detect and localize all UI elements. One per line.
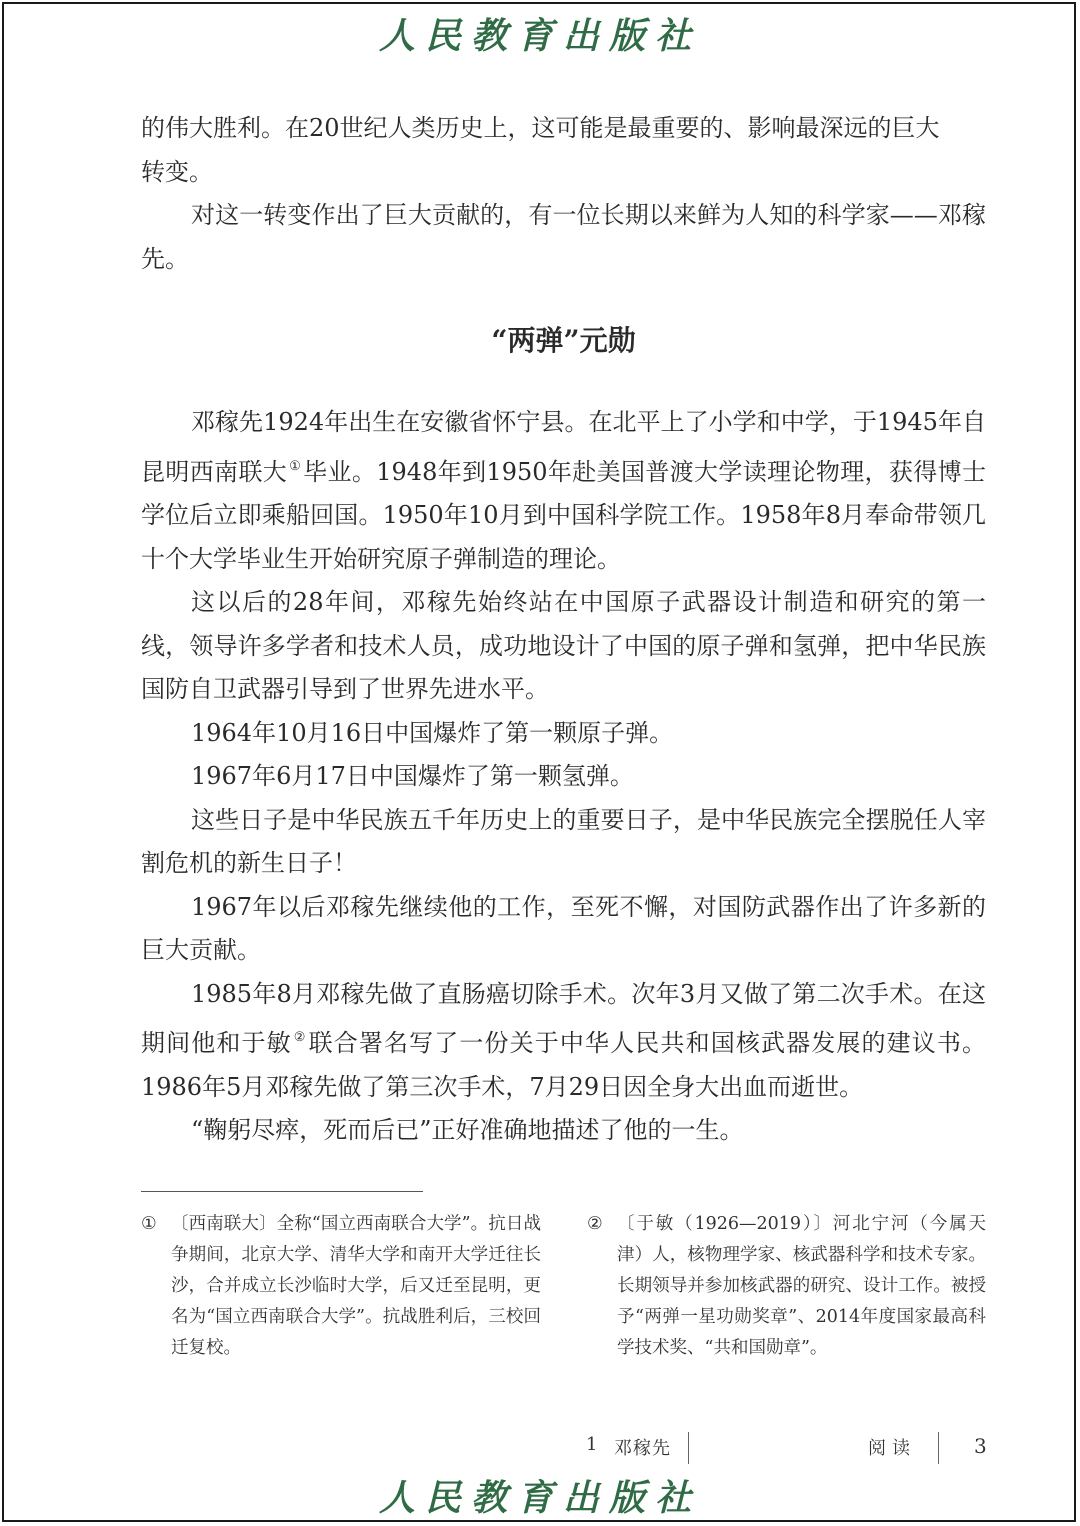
- paragraph-3: [141, 401, 986, 581]
- footnote-1: [141, 1209, 541, 1364]
- chapter-number: 1: [586, 1434, 598, 1455]
- paragraph-3-part-a: 邓稼先1924年出生在安徽省怀宁县。在北平上了小学和中学，于1945年自昆明西南联大: [141, 408, 986, 486]
- paragraph-9-part-b: 联合署名写了一份关于中华人民共和国核武器发展的建议书。1986年5月邓稼先做了第三次手术，7月29日因全身大出血而逝世。: [141, 1029, 987, 1101]
- footnote-ref-2[interactable]: ②: [293, 1030, 307, 1045]
- publisher-logo-top: 人民教育出版社: [378, 15, 701, 57]
- footnote-2-mark: ②: [587, 1214, 603, 1234]
- footnote-1-mark: ①: [141, 1214, 157, 1234]
- paragraph-1-line-1: 的伟大胜利。在20世纪人类历史上，这可能是最重要的、影响最深远的巨大: [141, 114, 940, 142]
- paragraph-10: “鞠躬尽瘁，死而后已”正好准确地描述了他的一生。: [191, 1116, 744, 1144]
- section-title: “两弹”元勋: [491, 324, 636, 357]
- paragraph-1-line-2: 转变。: [141, 157, 213, 186]
- footnote-2-text: 〔于敏（1926—2019）〕河北宁河（今属天津）人，核物理学家、核武器科学和技术专家。长期领导并参加核武器的研究、设计工作。被授予“两弹一星功勋奖章”、2014年度国家最高科学技术奖、“共和国勋章”。: [617, 1214, 986, 1358]
- paragraph-8: 1967年以后邓稼先继续他的工作，至死不懈，对国防武器作出了许多新的巨大贡献。: [141, 892, 986, 964]
- footnote-1-text: 〔西南联大〕全称“国立西南联合大学”。抗日战争期间，北京大学、清华大学和南开大学迁往长沙，合并成立长沙临时大学，后又迁至昆明，更名为“国立西南联合大学”。抗战胜利后，三校回迁复校。: [171, 1214, 541, 1358]
- footer-divider: [938, 1432, 939, 1464]
- paragraph-1: [141, 107, 986, 194]
- publisher-logo-bottom: 人民教育出版社: [378, 1477, 701, 1519]
- paragraph-9: [141, 973, 986, 1110]
- chapter-title: 邓稼先: [614, 1438, 671, 1459]
- footnote-2: [587, 1209, 986, 1364]
- main-text: [141, 107, 986, 1153]
- section-name: 阅读: [868, 1438, 916, 1459]
- paragraph-3-part-b: 毕业。1948年到1950年赴美国普渡大学读理论物理，获得博士学位后立即乘船回国。1950年10月到中国科学院工作。1958年8月奉命带领几十个大学毕业生开始研究原子弹制造的理论。: [141, 457, 987, 573]
- page-number: 3: [974, 1434, 987, 1458]
- footer-divider: [688, 1432, 689, 1464]
- footnote-divider: [141, 1191, 423, 1192]
- paragraph-9-part-a: 1985年8月邓稼先做了直肠癌切除手术。次年3月又做了第二次手术。在这期间他和于敏: [141, 979, 986, 1057]
- paragraph-4: 这以后的28年间，邓稼先始终站在中国原子武器设计制造和研究的第一线，领导许多学者和技术人员，成功地设计了中国的原子弹和氢弹，把中华民族国防自卫武器引导到了世界先进水平。: [141, 588, 986, 703]
- footnotes: [141, 1209, 986, 1379]
- paragraph-2: 对这一转变作出了巨大贡献的，有一位长期以来鲜为人知的科学家——邓稼先。: [141, 201, 986, 273]
- paragraph-6: 1967年6月17日中国爆炸了第一颗氢弹。: [191, 762, 634, 790]
- paragraph-5: 1964年10月16日中国爆炸了第一颗原子弹。: [191, 718, 674, 747]
- paragraph-7: 这些日子是中华民族五千年历史上的重要日子，是中华民族完全摆脱任人宰割危机的新生日子！: [141, 805, 986, 877]
- page-footer: [0, 1432, 1080, 1462]
- footnote-ref-1[interactable]: ①: [289, 458, 302, 474]
